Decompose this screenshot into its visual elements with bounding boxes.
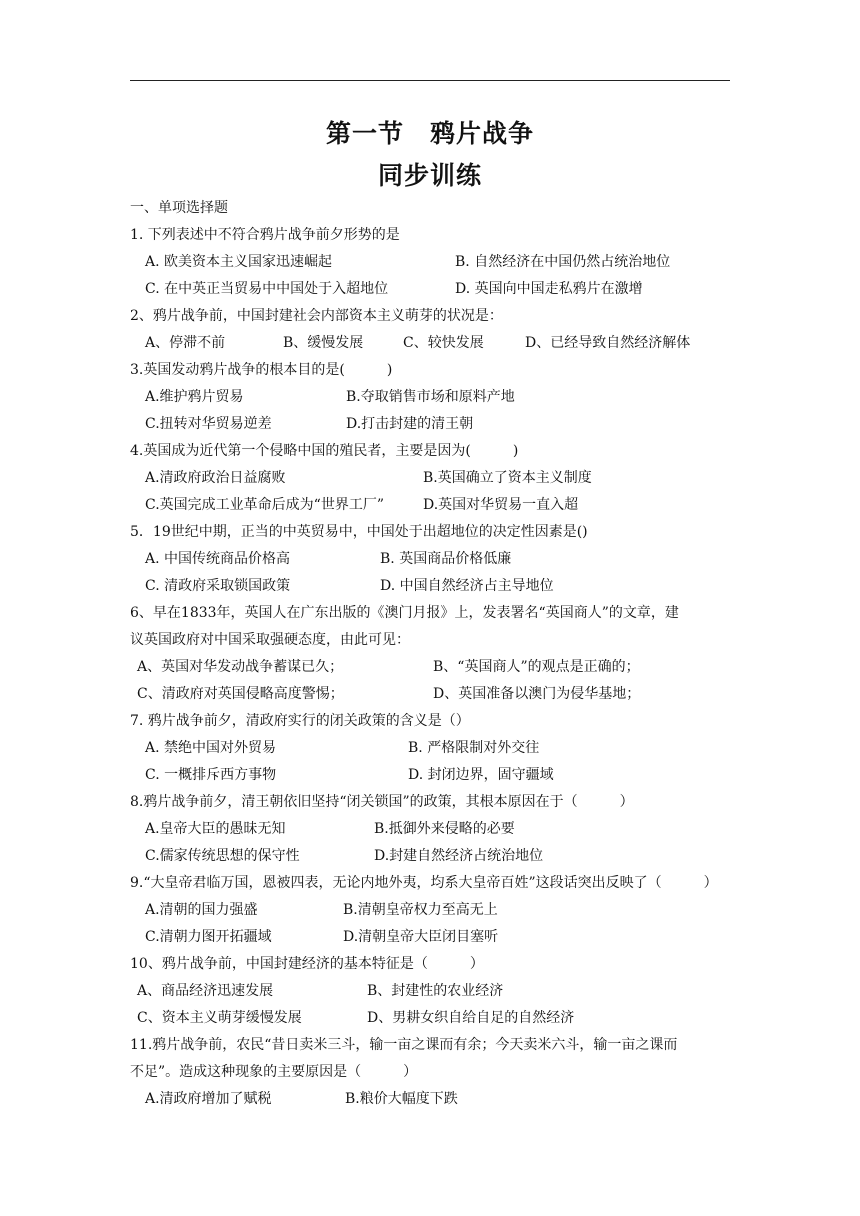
option: C. 在中英正当贸易中中国处于入超地位 <box>145 281 389 297</box>
option: D.打击封建的清王朝 <box>346 416 474 432</box>
page-title: 第一节 鸦片战争 <box>325 119 534 148</box>
option: D. 英国向中国走私鸦片在激增 <box>455 281 643 297</box>
option: A. 欧美资本主义国家迅速崛起 <box>145 254 333 270</box>
option: B. 自然经济在中国仍然占统治地位 <box>455 254 671 270</box>
option: B、封建性的农业经济 <box>367 983 504 999</box>
option: C、较快发展 <box>403 335 484 351</box>
option: C.儒家传统思想的保守性 <box>145 848 300 864</box>
option: A.维护鸦片贸易 <box>145 389 244 405</box>
question-stem: 3.英国发动鸦片战争的根本目的是( ) <box>130 362 393 378</box>
option: A.皇帝大臣的愚昧无知 <box>145 821 286 837</box>
option: D. 中国自然经济占主导地位 <box>380 578 554 594</box>
option: C. 清政府采取锁国政策 <box>145 578 291 594</box>
question-stem: 5．19世纪中期，正当的中英贸易中，中国处于出超地位的决定性因素是() <box>130 524 588 540</box>
option: D、已经导致自然经济解体 <box>525 335 691 351</box>
option: D、男耕女织自给自足的自然经济 <box>367 1010 575 1026</box>
option: C.清朝力图开拓疆域 <box>145 929 272 945</box>
page-subtitle: 同步训练 <box>377 161 482 190</box>
option: B.清朝皇帝权力至高无上 <box>343 902 498 918</box>
option: C. 一概排斥西方事物 <box>145 767 277 783</box>
option: A、停滞不前 <box>145 335 226 351</box>
option: A.清政府增加了赋税 <box>145 1091 272 1107</box>
header-rule <box>130 80 730 81</box>
option: A.清政府政治日益腐败 <box>145 470 286 486</box>
question-stem-continued: 不足”。造成这种现象的主要原因是（ ） <box>130 1064 418 1080</box>
question-stem: 6、早在1833年，英国人在广东出版的《澳门月报》上，发表署名“英国商人”的文章，建 <box>130 605 679 621</box>
question-stem: 10、鸦片战争前，中国封建经济的基本特征是（ ） <box>130 956 484 972</box>
option: B. 严格限制对外交往 <box>408 740 540 756</box>
option: B. 英国商品价格低廉 <box>380 551 512 567</box>
option: D.英国对华贸易一直入超 <box>423 497 579 513</box>
question-stem: 1. 下列表述中不符合鸦片战争前夕形势的是 <box>130 227 400 243</box>
option: D.清朝皇帝大臣闭目塞听 <box>343 929 499 945</box>
option: A、商品经济迅速发展 <box>137 983 274 999</box>
option: B、“英国商人”的观点是正确的； <box>433 659 640 675</box>
option: D. 封闭边界，固守疆域 <box>408 767 554 783</box>
question-stem: 7. 鸦片战争前夕，清政府实行的闭关政策的含义是（） <box>130 713 470 729</box>
question-stem: 4.英国成为近代第一个侵略中国的殖民者，主要是因为( ) <box>130 443 519 459</box>
question-stem: 2、鸦片战争前，中国封建社会内部资本主义萌芽的状况是： <box>130 308 503 324</box>
option: C.英国完成工业革命后成为“世界工厂” <box>145 497 384 513</box>
option: D、英国准备以澳门为侵华基地； <box>433 686 641 702</box>
option: B.抵御外来侵略的必要 <box>374 821 515 837</box>
option: C.扭转对华贸易逆差 <box>145 416 272 432</box>
option: D.封建自然经济占统治地位 <box>374 848 544 864</box>
option: B、缓慢发展 <box>283 335 364 351</box>
option: C、清政府对英国侵略高度警惕； <box>137 686 344 702</box>
option: B.夺取销售市场和原料产地 <box>346 389 515 405</box>
option: A. 禁绝中国对外贸易 <box>145 740 277 756</box>
option: A. 中国传统商品价格高 <box>145 551 291 567</box>
option: B.粮价大幅度下跌 <box>345 1091 458 1107</box>
question-stem-continued: 议英国政府对中国采取强硬态度，由此可见： <box>130 632 410 648</box>
question-stem: 11.鸦片战争前，农民“昔日卖米三斗，输一亩之课而有余；今天卖米六斗，输一亩之课而 <box>130 1037 678 1053</box>
section-heading: 一、单项选择题 <box>130 200 228 216</box>
option: B.英国确立了资本主义制度 <box>423 470 592 486</box>
option: C、资本主义萌芽缓慢发展 <box>137 1010 302 1026</box>
question-stem: 8.鸦片战争前夕，清王朝依旧坚持“闭关锁国”的政策，其根本原因在于（ ） <box>130 794 634 810</box>
option: A.清朝的国力强盛 <box>145 902 258 918</box>
option: A、英国对华发动战争蓄谋已久； <box>137 659 344 675</box>
question-stem: 9.“大皇帝君临万国，恩被四表，无论内地外夷，均系大皇帝百姓”这段话突出反映了（ ） <box>130 875 718 891</box>
